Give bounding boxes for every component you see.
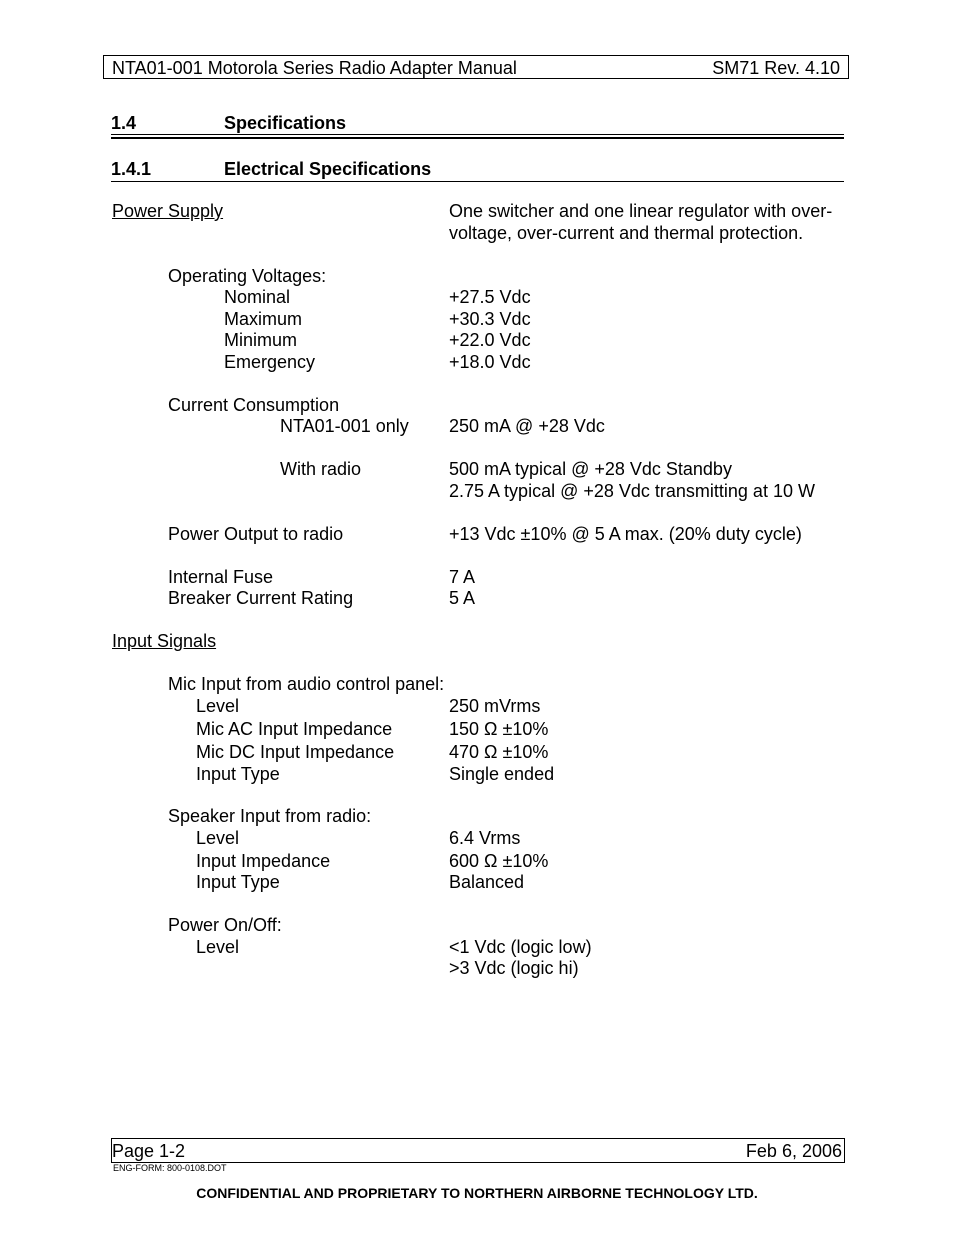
speaker-input-type-label: Input Type <box>196 872 280 892</box>
mic-ac-impedance-label: Mic AC Input Impedance <box>196 719 393 739</box>
current-consumption-label: Current Consumption <box>168 395 340 415</box>
voltage-minimum-label: Minimum <box>224 330 298 350</box>
voltage-emergency-label: Emergency <box>224 352 316 372</box>
speaker-level-value: 6.4 Vrms <box>449 828 521 848</box>
mic-dc-impedance-label: Mic DC Input Impedance <box>196 742 395 762</box>
mic-dc-impedance-value: 470 Ω ±10% <box>449 742 549 762</box>
subsection-title: Electrical Specifications <box>224 159 432 179</box>
internal-fuse-label: Internal Fuse <box>168 567 274 587</box>
speaker-impedance-label: Input Impedance <box>196 851 331 871</box>
page-footer <box>111 1138 845 1163</box>
power-onoff-low-value: <1 Vdc (logic low) <box>449 937 592 957</box>
breaker-rating-label: Breaker Current Rating <box>168 588 354 608</box>
page-number: Page 1-2 <box>112 1141 186 1161</box>
power-output-value: +13 Vdc ±10% @ 5 A max. (20% duty cycle) <box>449 524 802 544</box>
power-supply-desc-line2: voltage, over-current and thermal protection. <box>449 223 804 243</box>
voltage-nominal-label: Nominal <box>224 287 291 307</box>
speaker-impedance-value: 600 Ω ±10% <box>449 851 549 871</box>
mic-input-label: Mic Input from audio control panel: <box>168 674 445 694</box>
breaker-rating-value: 5 A <box>449 588 476 608</box>
section-rule-bottom <box>111 137 844 139</box>
input-signals-heading: Input Signals <box>112 631 217 651</box>
voltage-maximum-label: Maximum <box>224 309 303 329</box>
mic-input-type-label: Input Type <box>196 764 280 784</box>
speaker-input-type-value: Balanced <box>449 872 525 892</box>
mic-input-type-value: Single ended <box>449 764 555 784</box>
voltage-emergency-value: +18.0 Vdc <box>449 352 531 372</box>
section-title: Specifications <box>224 113 347 133</box>
nta-only-label: NTA01-001 only <box>280 416 409 436</box>
mic-level-value: 250 mVrms <box>449 696 541 716</box>
page-header <box>103 55 849 79</box>
internal-fuse-value: 7 A <box>449 567 476 587</box>
section-rule-top <box>111 134 844 135</box>
section-number: 1.4 <box>111 113 137 133</box>
with-radio-transmit-value: 2.75 A typical @ +28 Vdc transmitting at 10 W <box>449 481 815 501</box>
subsection-rule <box>111 181 844 182</box>
form-number: ENG-FORM: 800-0108.DOT <box>113 1163 227 1173</box>
speaker-input-label: Speaker Input from radio: <box>168 806 372 826</box>
voltage-maximum-value: +30.3 Vdc <box>449 309 531 329</box>
subsection-number: 1.4.1 <box>111 159 152 179</box>
power-onoff-level-label: Level <box>196 937 240 957</box>
with-radio-label: With radio <box>280 459 362 479</box>
with-radio-standby-value: 500 mA typical @ +28 Vdc Standby <box>449 459 732 479</box>
mic-ac-impedance-value: 150 Ω ±10% <box>449 719 549 739</box>
footer-date: Feb 6, 2006 <box>745 1141 842 1161</box>
confidential-notice: CONFIDENTIAL AND PROPRIETARY TO NORTHERN AIRBORNE TECHNOLOGY LTD. <box>196 1185 758 1201</box>
mic-level-label: Level <box>196 696 240 716</box>
operating-voltages-label: Operating Voltages: <box>168 266 327 286</box>
document-title: NTA01-001 Motorola Series Radio Adapter Manual <box>112 58 517 78</box>
power-onoff-high-value: >3 Vdc (logic hi) <box>449 958 579 978</box>
document-revision: SM71 Rev. 4.10 <box>712 58 840 78</box>
voltage-nominal-value: +27.5 Vdc <box>449 287 531 307</box>
power-output-label: Power Output to radio <box>168 524 344 544</box>
power-supply-heading: Power Supply <box>112 201 224 221</box>
power-onoff-label: Power On/Off: <box>168 915 282 935</box>
power-supply-desc-line1: One switcher and one linear regulator with over- <box>449 201 833 221</box>
speaker-level-label: Level <box>196 828 240 848</box>
voltage-minimum-value: +22.0 Vdc <box>449 330 531 350</box>
nta-only-value: 250 mA @ +28 Vdc <box>449 416 605 436</box>
